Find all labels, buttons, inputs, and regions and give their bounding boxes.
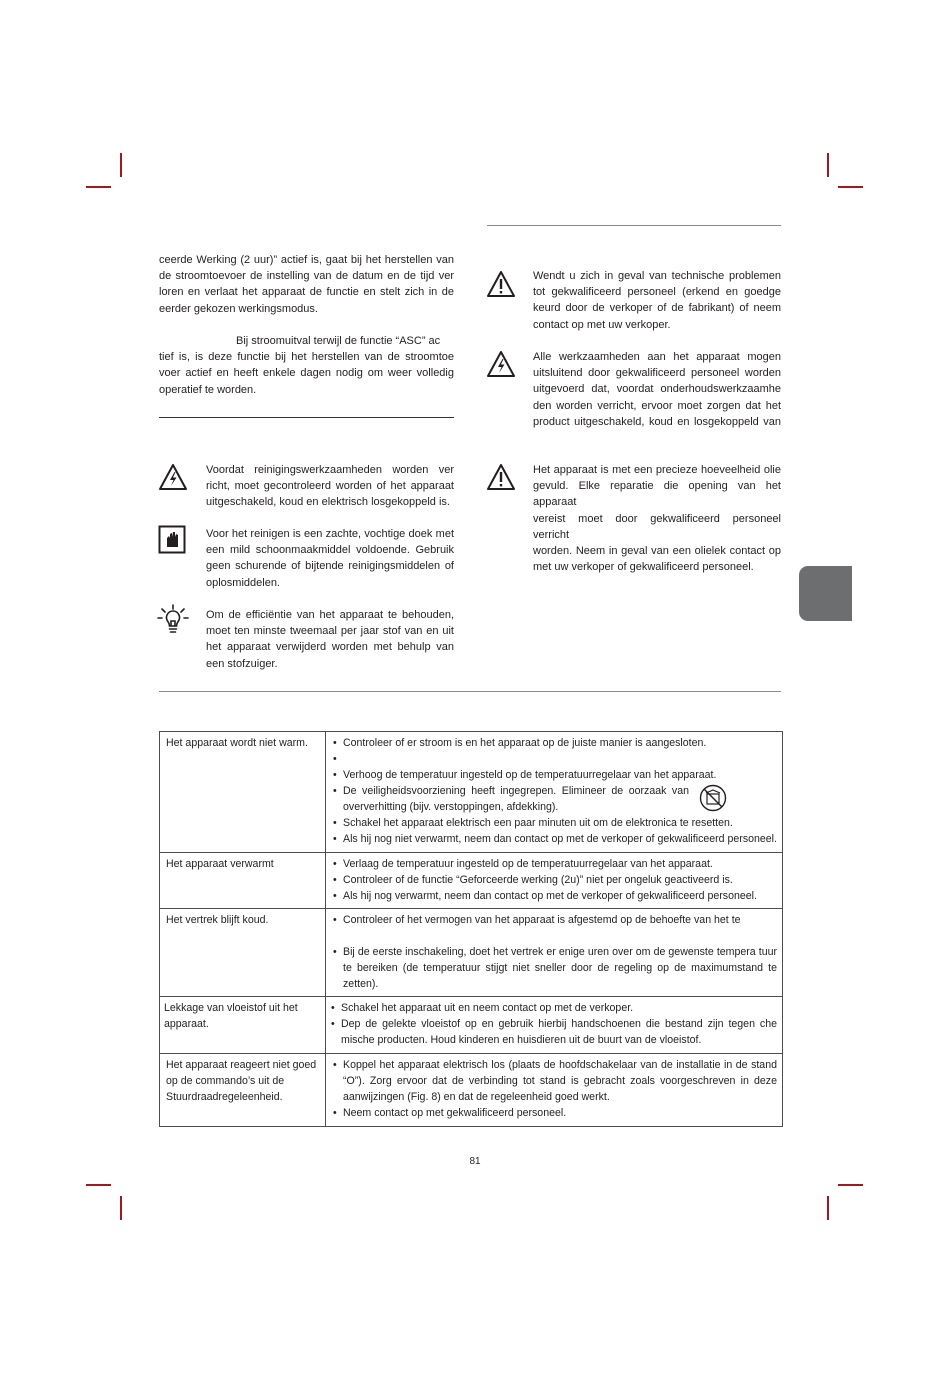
crop-mark bbox=[827, 1196, 829, 1220]
table-row bbox=[160, 908, 783, 996]
page-number: 81 bbox=[469, 1156, 481, 1167]
warning-icon bbox=[486, 270, 516, 298]
solution-item: • Koppel het apparaat elektrisch los (plaats de hoofdschakelaar van de installatie in de stand “O”). Zorg ervoor dat de verbinding tot stand is gebracht zoals voorgeschreven in deze aanwijzingen (Fig. 8) en dat de regeleenheid goed werkt. bbox=[332, 1057, 777, 1105]
problem-cell: Het apparaat wordt niet warm. bbox=[160, 732, 326, 853]
solution-cell bbox=[326, 852, 783, 908]
solution-item: • Bij de eerste inschakeling, doet het vertrek er enige uren over om de gewenste tempera tuur te bereiken (de temperatuur stijgt niet sneller door de regeling op de maximumstand te zetten). bbox=[332, 944, 777, 992]
cleaning-warning-note: Voordat reinigingswerkzaamheden worden ver richt, moet gecontroleerd worden of het apparaat uitgeschakeld, koud en elektrisch losgekoppeld is. bbox=[206, 464, 454, 509]
solution-cell bbox=[326, 1053, 783, 1126]
problem-cell: Het apparaat verwarmt bbox=[160, 852, 326, 908]
table-row bbox=[160, 997, 783, 1053]
solution-item bbox=[332, 751, 777, 767]
solution-cell bbox=[326, 997, 783, 1053]
solution-item: • Dep de gelekte vloeistof op en gebruik hierbij handschoenen die bestand zijn tegen che mische producten. Houd kinderen en huisdieren uit de buurt van de vloeistof. bbox=[330, 1016, 777, 1048]
solution-item: • Controleer of er stroom is en het apparaat op de juiste manier is aangesloten. bbox=[332, 735, 777, 751]
lightbulb-tip-icon bbox=[157, 604, 189, 636]
crop-mark bbox=[86, 186, 111, 188]
electric-hazard-icon bbox=[486, 350, 516, 378]
crop-mark bbox=[120, 153, 122, 177]
crop-mark bbox=[838, 186, 863, 188]
table-row bbox=[160, 852, 783, 908]
oil-filled-note: Het apparaat is met een precieze hoeveelheid olie gevuld. Elke reparatie die opening van het apparaat vereist moet door gekwalificeerd personeel verricht worden. Neem in geval van een olielek contact op met uw verkoper of gekwalificeerd personeel. bbox=[533, 464, 781, 574]
table-row bbox=[160, 1053, 783, 1126]
warning-icon bbox=[486, 463, 516, 491]
hand-cleaning-icon bbox=[158, 525, 186, 554]
solution-item: • Als hij nog niet verwarmt, neem dan contact op met de verkoper of gekwalificeerd personeel. bbox=[332, 831, 777, 847]
solution-item: • Verhoog de temperatuur ingesteld op de temperatuurregelaar van het apparaat. bbox=[332, 767, 777, 783]
solution-item: • Controleer of het vermogen van het apparaat is afgestemd op de behoefte van het te bbox=[332, 912, 777, 928]
crop-mark bbox=[120, 1196, 122, 1220]
solution-text: De veiligheidsvoorziening heeft ingegrepen. Elimineer de oorzaak van oververhitting (bijv. verstoppingen, afdekking). bbox=[343, 785, 689, 814]
section-divider bbox=[159, 691, 781, 692]
section-divider bbox=[487, 225, 781, 226]
solution-cell bbox=[326, 908, 783, 996]
section-divider bbox=[159, 417, 454, 418]
electric-hazard-icon bbox=[158, 463, 188, 491]
maintenance-tip-note: Om de efficiëntie van het apparaat te behouden, moet ten minste tweemaal per jaar stof van en uit het apparaat verwijderd worden met behulp van een stofzuiger. bbox=[206, 609, 454, 670]
crop-mark bbox=[827, 153, 829, 177]
technical-problems-note: Wendt u zich in geval van technische problemen tot gekwalificeerd personeel (erkend en goedge keurd door de verkoper of de fabrikant) of neem contact op met uw verkoper. bbox=[533, 270, 781, 331]
solution-item bbox=[332, 783, 777, 815]
solution-item: • Controleer of de functie “Geforceerde werking (2u)” niet per ongeluk geactiveerd is. bbox=[332, 872, 777, 888]
solution-item: • Verlaag de temperatuur ingesteld op de temperatuurregelaar van het apparaat. bbox=[332, 856, 777, 872]
qualified-personnel-note: Alle werkzaamheden aan het apparaat mogen uitsluitend door gekwalificeerd personeel worden uitgevoerd dat, voordat onderhoudswerkzaamhe den worden verricht, ervoor moet zorgen dat het product uitgeschakeld, koud en losgekoppeld van bbox=[533, 351, 781, 428]
problem-cell: Het apparaat reageert niet goed op de commando’s uit de Stuurdraadregeleenheid. bbox=[160, 1053, 326, 1126]
asc-paragraph: Bij stroomuitval terwijl de functie “ASC” ac tief is, is deze functie bij het herstellen van de stroomtoe voer actief en heeft enkele dagen nodig om weer volledig operatief te worden. bbox=[159, 335, 454, 396]
power-loss-paragraph: ceerde Werking (2 uur)” actief is, gaat bij het herstellen van de stroomtoevoer de instelling van de datum en de tijd ver loren en verlaat het apparaat de functie en stelt zich in de eerder gekozen werkingsmodus. bbox=[159, 254, 454, 315]
solution-item: • Schakel het apparaat elektrisch een paar minuten uit om de elektronica te resetten. bbox=[332, 815, 777, 831]
do-not-cover-icon bbox=[699, 784, 727, 812]
solution-cell bbox=[326, 732, 783, 853]
table-row bbox=[160, 732, 783, 853]
solution-item: • Schakel het apparaat uit en neem contact op met de verkoper. bbox=[330, 1000, 777, 1016]
solution-item: • Neem contact op met gekwalificeerd personeel. bbox=[332, 1105, 777, 1121]
problem-cell: Het vertrek blijft koud. bbox=[160, 908, 326, 996]
crop-mark bbox=[838, 1184, 863, 1186]
troubleshooting-table bbox=[159, 731, 783, 1127]
crop-mark bbox=[86, 1184, 111, 1186]
section-tab bbox=[799, 566, 852, 621]
problem-cell: Lekkage van vloeistof uit het apparaat. bbox=[160, 997, 326, 1053]
cleaning-method-note: Voor het reinigen is een zachte, vochtige doek met een mild schoonmaakmiddel voldoende. Gebruik geen schurende of bijtende reinigingsmiddelen of oplosmiddelen. bbox=[206, 528, 454, 589]
solution-item: • Als hij nog verwarmt, neem dan contact op met de verkoper of gekwalificeerd personeel. bbox=[332, 888, 777, 904]
